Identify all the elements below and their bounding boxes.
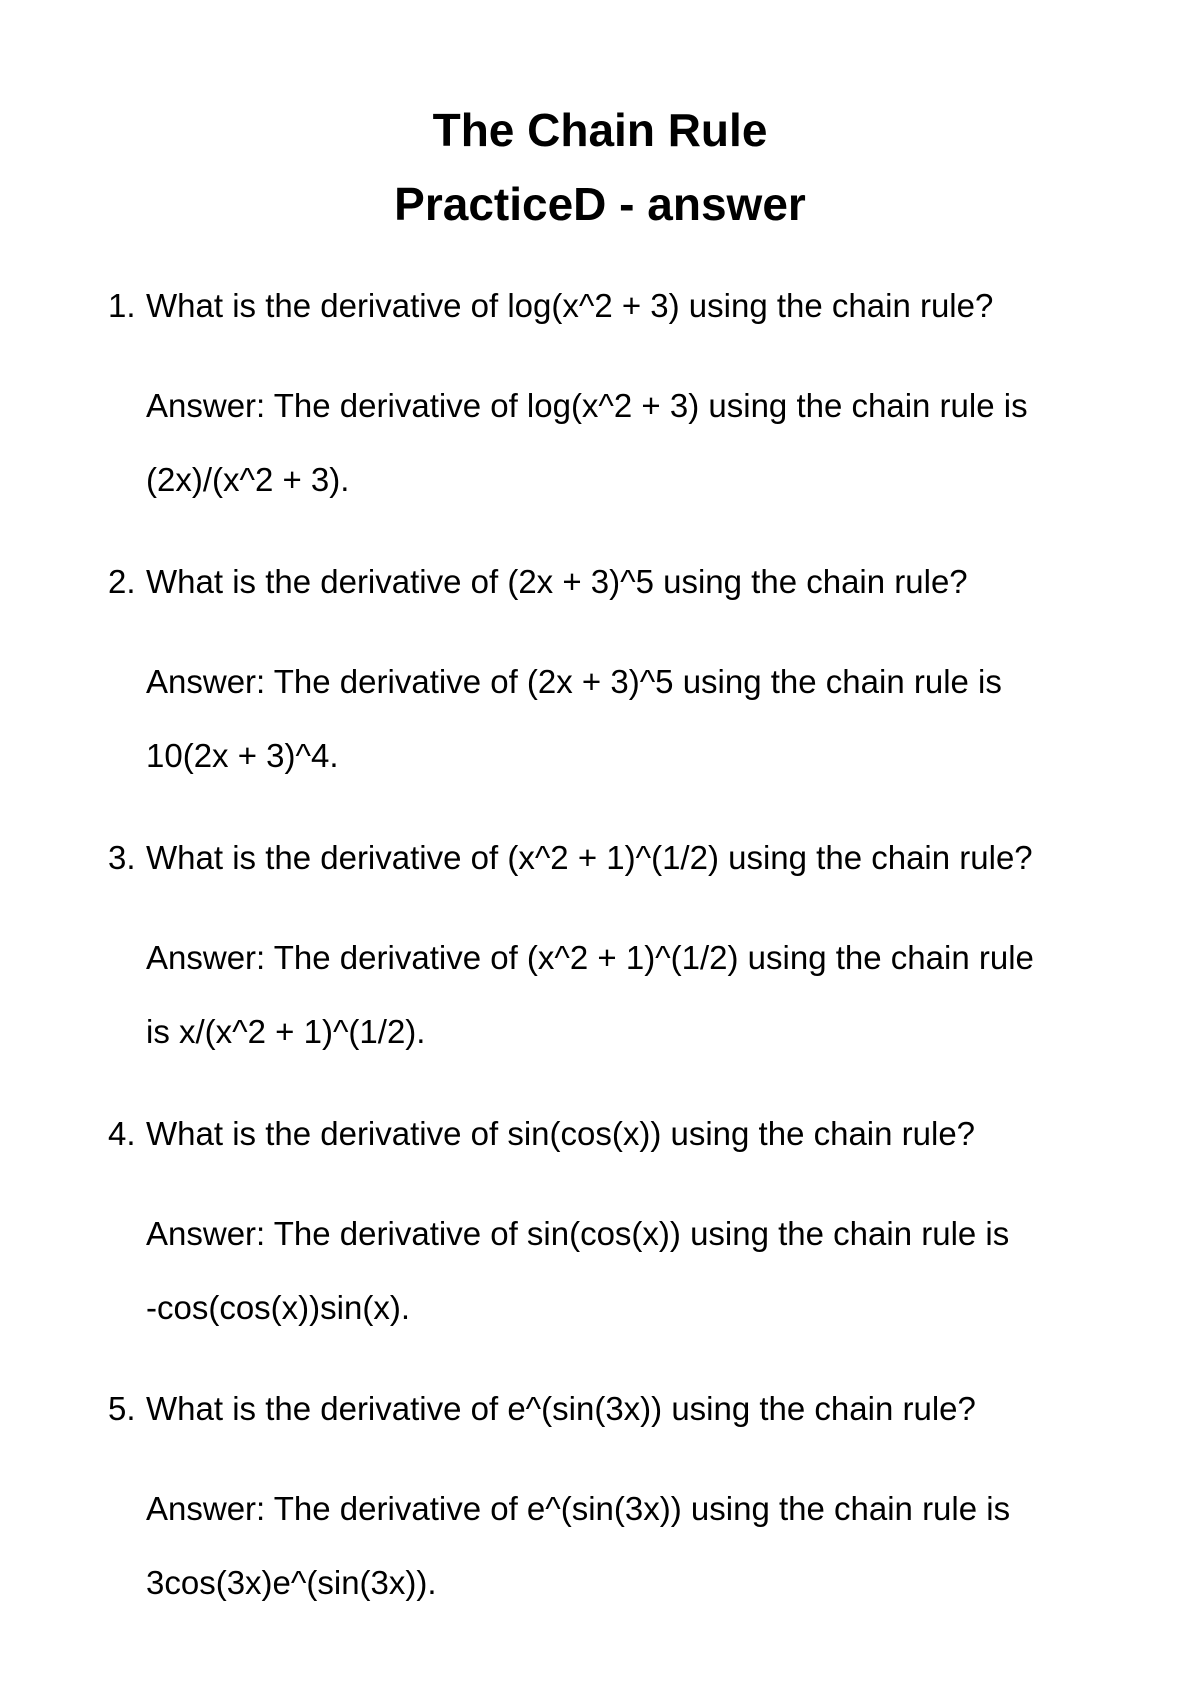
- question-3: [108, 841, 1168, 874]
- question-text: What is the derivative of e^(sin(3x)) using the chain rule?: [146, 1390, 976, 1427]
- question-4: [108, 1117, 1168, 1150]
- question-number: 3.: [108, 839, 136, 876]
- question-text: What is the derivative of log(x^2 + 3) using the chain rule?: [146, 287, 994, 324]
- answer-1-line-2: (2x)/(x^2 + 3).: [146, 461, 350, 498]
- answer-2-line-1: Answer: The derivative of (2x + 3)^5 using the chain rule is: [146, 663, 1002, 700]
- answer-2-line-2: 10(2x + 3)^4.: [146, 737, 339, 774]
- question-5: [108, 1392, 1168, 1425]
- question-text: What is the derivative of (2x + 3)^5 using the chain rule?: [146, 563, 968, 600]
- question-text: What is the derivative of (x^2 + 1)^(1/2) using the chain rule?: [146, 839, 1033, 876]
- answer-5-line-1: Answer: The derivative of e^(sin(3x)) using the chain rule is: [146, 1490, 1011, 1527]
- question-text: What is the derivative of sin(cos(x)) using the chain rule?: [146, 1115, 976, 1152]
- answer-4-line-1: Answer: The derivative of sin(cos(x)) using the chain rule is: [146, 1215, 1010, 1252]
- answer-1-line-1: Answer: The derivative of log(x^2 + 3) using the chain rule is: [146, 387, 1028, 424]
- page-title: The Chain Rule: [432, 104, 768, 156]
- answer-3-line-2: is x/(x^2 + 1)^(1/2).: [146, 1013, 426, 1050]
- page-subtitle: PracticeD - answer: [394, 178, 806, 230]
- answer-3-line-1: Answer: The derivative of (x^2 + 1)^(1/2) using the chain rule: [146, 939, 1034, 976]
- question-number: 2.: [108, 563, 136, 600]
- question-number: 4.: [108, 1115, 136, 1152]
- question-number: 1.: [108, 287, 136, 324]
- question-1: [108, 289, 1168, 322]
- question-number: 5.: [108, 1390, 136, 1427]
- question-2: [108, 565, 1168, 598]
- answer-4-line-2: -cos(cos(x))sin(x).: [146, 1289, 410, 1326]
- answer-5-line-2: 3cos(3x)e^(sin(3x)).: [146, 1564, 437, 1601]
